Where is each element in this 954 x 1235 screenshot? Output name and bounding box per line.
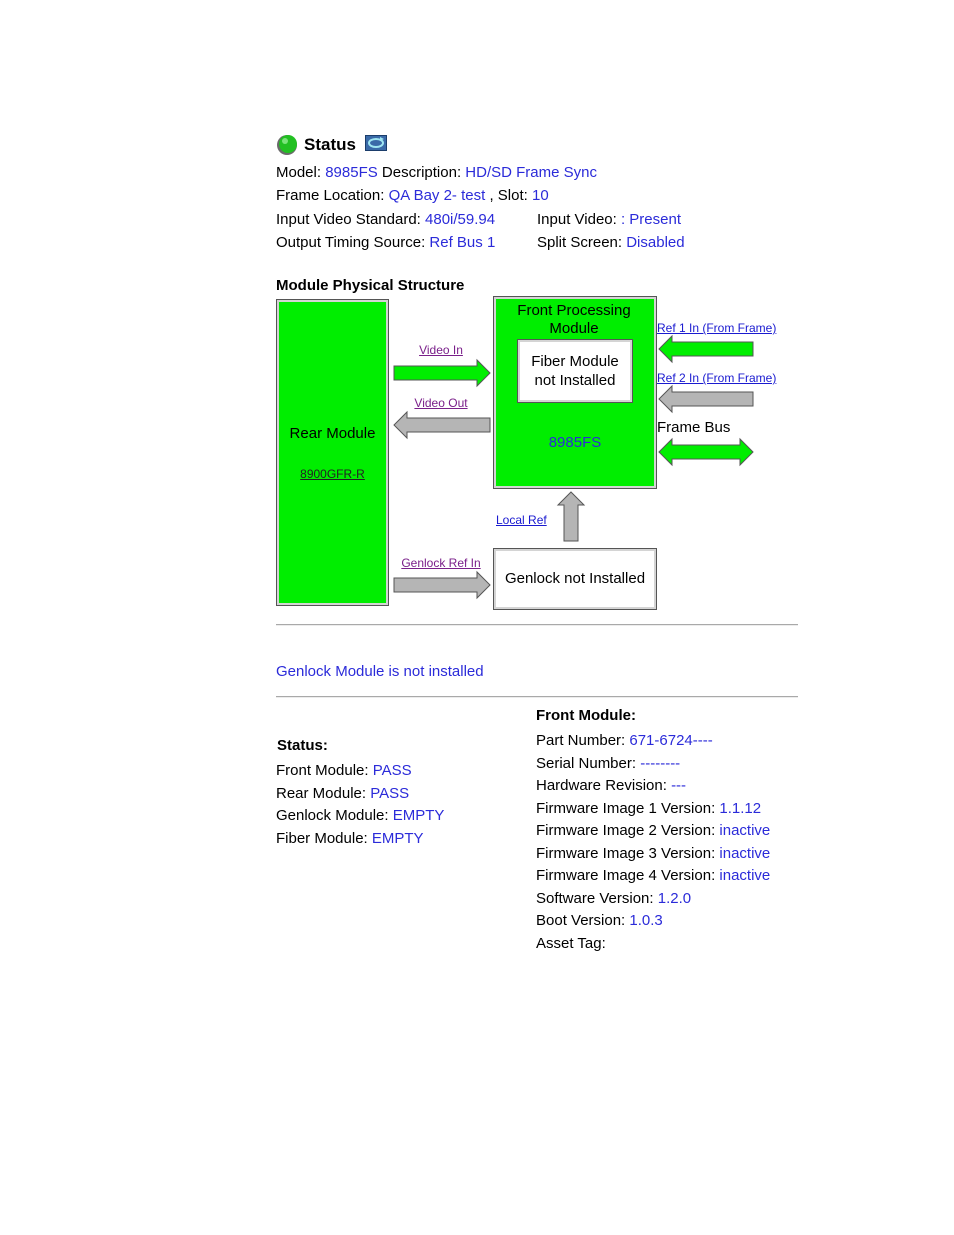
front-module-model[interactable]: 8985FS: [548, 434, 602, 451]
local-ref-link-wrap[interactable]: [496, 511, 547, 528]
output-timing-value: Ref Bus 1: [429, 234, 496, 251]
rear-module-label: Rear Module: [289, 425, 376, 442]
split-screen-value: Disabled: [626, 234, 685, 251]
rear-module-model[interactable]: 8900GFR-R: [300, 467, 365, 481]
output-timing-row: [276, 234, 495, 251]
genlock-ref-in-link[interactable]: Genlock Ref In: [401, 556, 481, 570]
ref2-link[interactable]: Ref 2 In (From Frame): [657, 371, 777, 385]
list-item: Firmware Image 3 Version: inactive: [536, 844, 771, 862]
status-item: Fiber Module: EMPTY: [276, 829, 424, 847]
video-out-link[interactable]: Video Out: [414, 396, 468, 410]
divider-top: [276, 624, 798, 626]
input-video-standard-label: Input Video Standard:: [276, 211, 421, 228]
model-label: Model:: [276, 164, 322, 181]
video-in-arrow-icon: [393, 359, 491, 387]
slot-value: 10: [531, 187, 549, 204]
status-genlock-value: EMPTY: [392, 807, 445, 824]
output-timing-label: Output Timing Source:: [276, 234, 426, 251]
ref1-link-wrap[interactable]: [657, 319, 776, 336]
model-row: [276, 164, 597, 181]
list-item: Part Number: 671-6724----: [536, 732, 713, 749]
frame-bus-label: Frame Bus: [657, 419, 731, 436]
status-rear-value: PASS: [370, 784, 410, 802]
video-in-link[interactable]: Video In: [419, 343, 463, 357]
page-title: Status: [304, 135, 356, 154]
input-video-standard-row: [276, 211, 495, 228]
status-heading: Status:: [277, 737, 328, 754]
list-item: Firmware Image 4 Version: inactive: [536, 867, 771, 884]
split-screen-label: Split Screen:: [537, 234, 623, 251]
slot-label: , Slot:: [489, 187, 528, 204]
list-item: Serial Number: --------: [536, 754, 681, 772]
genlock-ref-in-link-wrap[interactable]: [394, 554, 488, 571]
fiber-module-text: Fiber Module not Installed: [531, 353, 619, 389]
local-ref-arrow-icon: [557, 491, 585, 542]
split-screen-row: [537, 234, 685, 251]
frame-location-value: QA Bay 2- test: [388, 187, 486, 204]
ref2-link-wrap[interactable]: [657, 369, 776, 386]
description-label: Description:: [381, 164, 462, 181]
status-front-value: PASS: [372, 762, 412, 779]
rear-module-model-link[interactable]: [276, 465, 389, 482]
local-ref-link[interactable]: Local Ref: [496, 513, 547, 527]
status-led-icon: [276, 133, 300, 157]
description-value: HD/SD Frame Sync: [465, 164, 597, 181]
diagram-title: Module Physical Structure: [276, 277, 465, 294]
genlock-ref-in-arrow-icon: [393, 571, 491, 599]
input-video-row: [537, 211, 681, 228]
frame-bus-arrow-icon: [658, 438, 755, 466]
video-out-arrow-icon: [393, 411, 491, 439]
input-video-value: : Present: [620, 211, 681, 228]
refresh-icon[interactable]: [365, 135, 387, 151]
list-item: Firmware Image 1 Version: 1.1.12: [536, 799, 762, 817]
list-item: Asset Tag:: [536, 934, 606, 952]
divider-bottom: [276, 696, 798, 698]
status-item: Front Module: PASS: [276, 762, 412, 779]
rear-module-box[interactable]: [276, 299, 389, 606]
genlock-message: Genlock Module is not installed: [276, 663, 484, 680]
list-item: Firmware Image 2 Version: inactive: [536, 822, 771, 839]
list-item: Boot Version: 1.0.3: [536, 912, 663, 929]
video-out-link-wrap[interactable]: [394, 394, 488, 411]
front-module-heading: Front Module:: [536, 707, 636, 724]
genlock-box-text: Genlock not Installed: [504, 570, 646, 587]
status-fiber-value: EMPTY: [371, 829, 424, 847]
ref1-link[interactable]: Ref 1 In (From Frame): [657, 321, 777, 335]
input-video-standard-value: 480i/59.94: [425, 211, 496, 228]
status-item: Genlock Module: EMPTY: [276, 807, 445, 824]
ref1-arrow-icon: [658, 335, 755, 363]
frame-location-row: [276, 187, 549, 204]
status-item: Rear Module: PASS: [276, 784, 410, 802]
list-item: Software Version: 1.2.0: [536, 889, 692, 907]
status-list: [276, 760, 444, 850]
input-video-label: Input Video:: [537, 211, 617, 228]
front-module-list: [536, 730, 770, 955]
frame-location-label: Frame Location:: [276, 187, 385, 204]
front-processing-title: Front Processing Module: [517, 302, 631, 337]
model-value: 8985FS: [325, 164, 378, 181]
list-item: Hardware Revision: ---: [536, 777, 687, 794]
video-in-link-wrap[interactable]: [394, 341, 488, 358]
ref2-arrow-icon: [658, 385, 755, 413]
